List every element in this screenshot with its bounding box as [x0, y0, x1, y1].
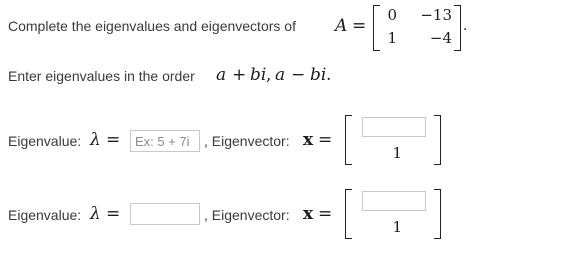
eigenvalue-input-2[interactable]: [130, 203, 200, 225]
equals-sign: =: [318, 204, 333, 224]
lambda-symbol: λ: [90, 130, 101, 150]
math-comma: ,: [266, 65, 272, 85]
equals-sign: =: [106, 130, 121, 150]
period: .: [463, 18, 468, 34]
vector-x-symbol: x: [303, 130, 314, 150]
eigenvalue-label: Eigenvalue:: [8, 207, 82, 223]
matrix-cell: −4: [429, 29, 452, 47]
eigenvector-label: , Eigenvector:: [204, 207, 290, 223]
vector-left-bracket: [345, 189, 352, 239]
matrix-symbol: A: [335, 16, 348, 36]
math-minus: −: [291, 65, 306, 85]
eigenvector-top-input-2[interactable]: [362, 191, 426, 211]
math-period: .: [326, 65, 332, 85]
matrix-left-bracket: [373, 5, 380, 51]
vector-bottom-entry: 1: [392, 218, 402, 236]
eigenvector-label: , Eigenvector:: [204, 133, 290, 149]
eigenvalue-input-1[interactable]: [130, 130, 200, 152]
matrix-right-bracket: [454, 5, 461, 51]
lambda-symbol: λ: [90, 204, 101, 224]
vector-right-bracket: [434, 189, 441, 239]
math-plus: +: [232, 65, 247, 85]
matrix-cell: −13: [420, 6, 452, 24]
vector-right-bracket: [434, 115, 441, 165]
equals-sign: =: [106, 204, 121, 224]
vector-x-symbol: x: [303, 204, 314, 224]
vector-left-bracket: [345, 115, 352, 165]
instruction-text: Enter eigenvalues in the order: [8, 68, 195, 84]
equals-sign: =: [352, 16, 367, 36]
equals-sign: =: [318, 130, 333, 150]
eigenvector-top-input-1[interactable]: [362, 117, 426, 137]
matrix-cell: 0: [387, 6, 397, 24]
matrix-cell: 1: [387, 29, 397, 47]
math-a: a: [216, 65, 227, 85]
eigenvalue-label: Eigenvalue:: [8, 133, 82, 149]
math-a: a: [275, 65, 286, 85]
prompt-text: Complete the eigenvalues and eigenvectors of: [8, 18, 296, 34]
math-bi: bi: [250, 65, 267, 85]
math-bi: bi: [310, 65, 327, 85]
vector-bottom-entry: 1: [392, 144, 402, 162]
